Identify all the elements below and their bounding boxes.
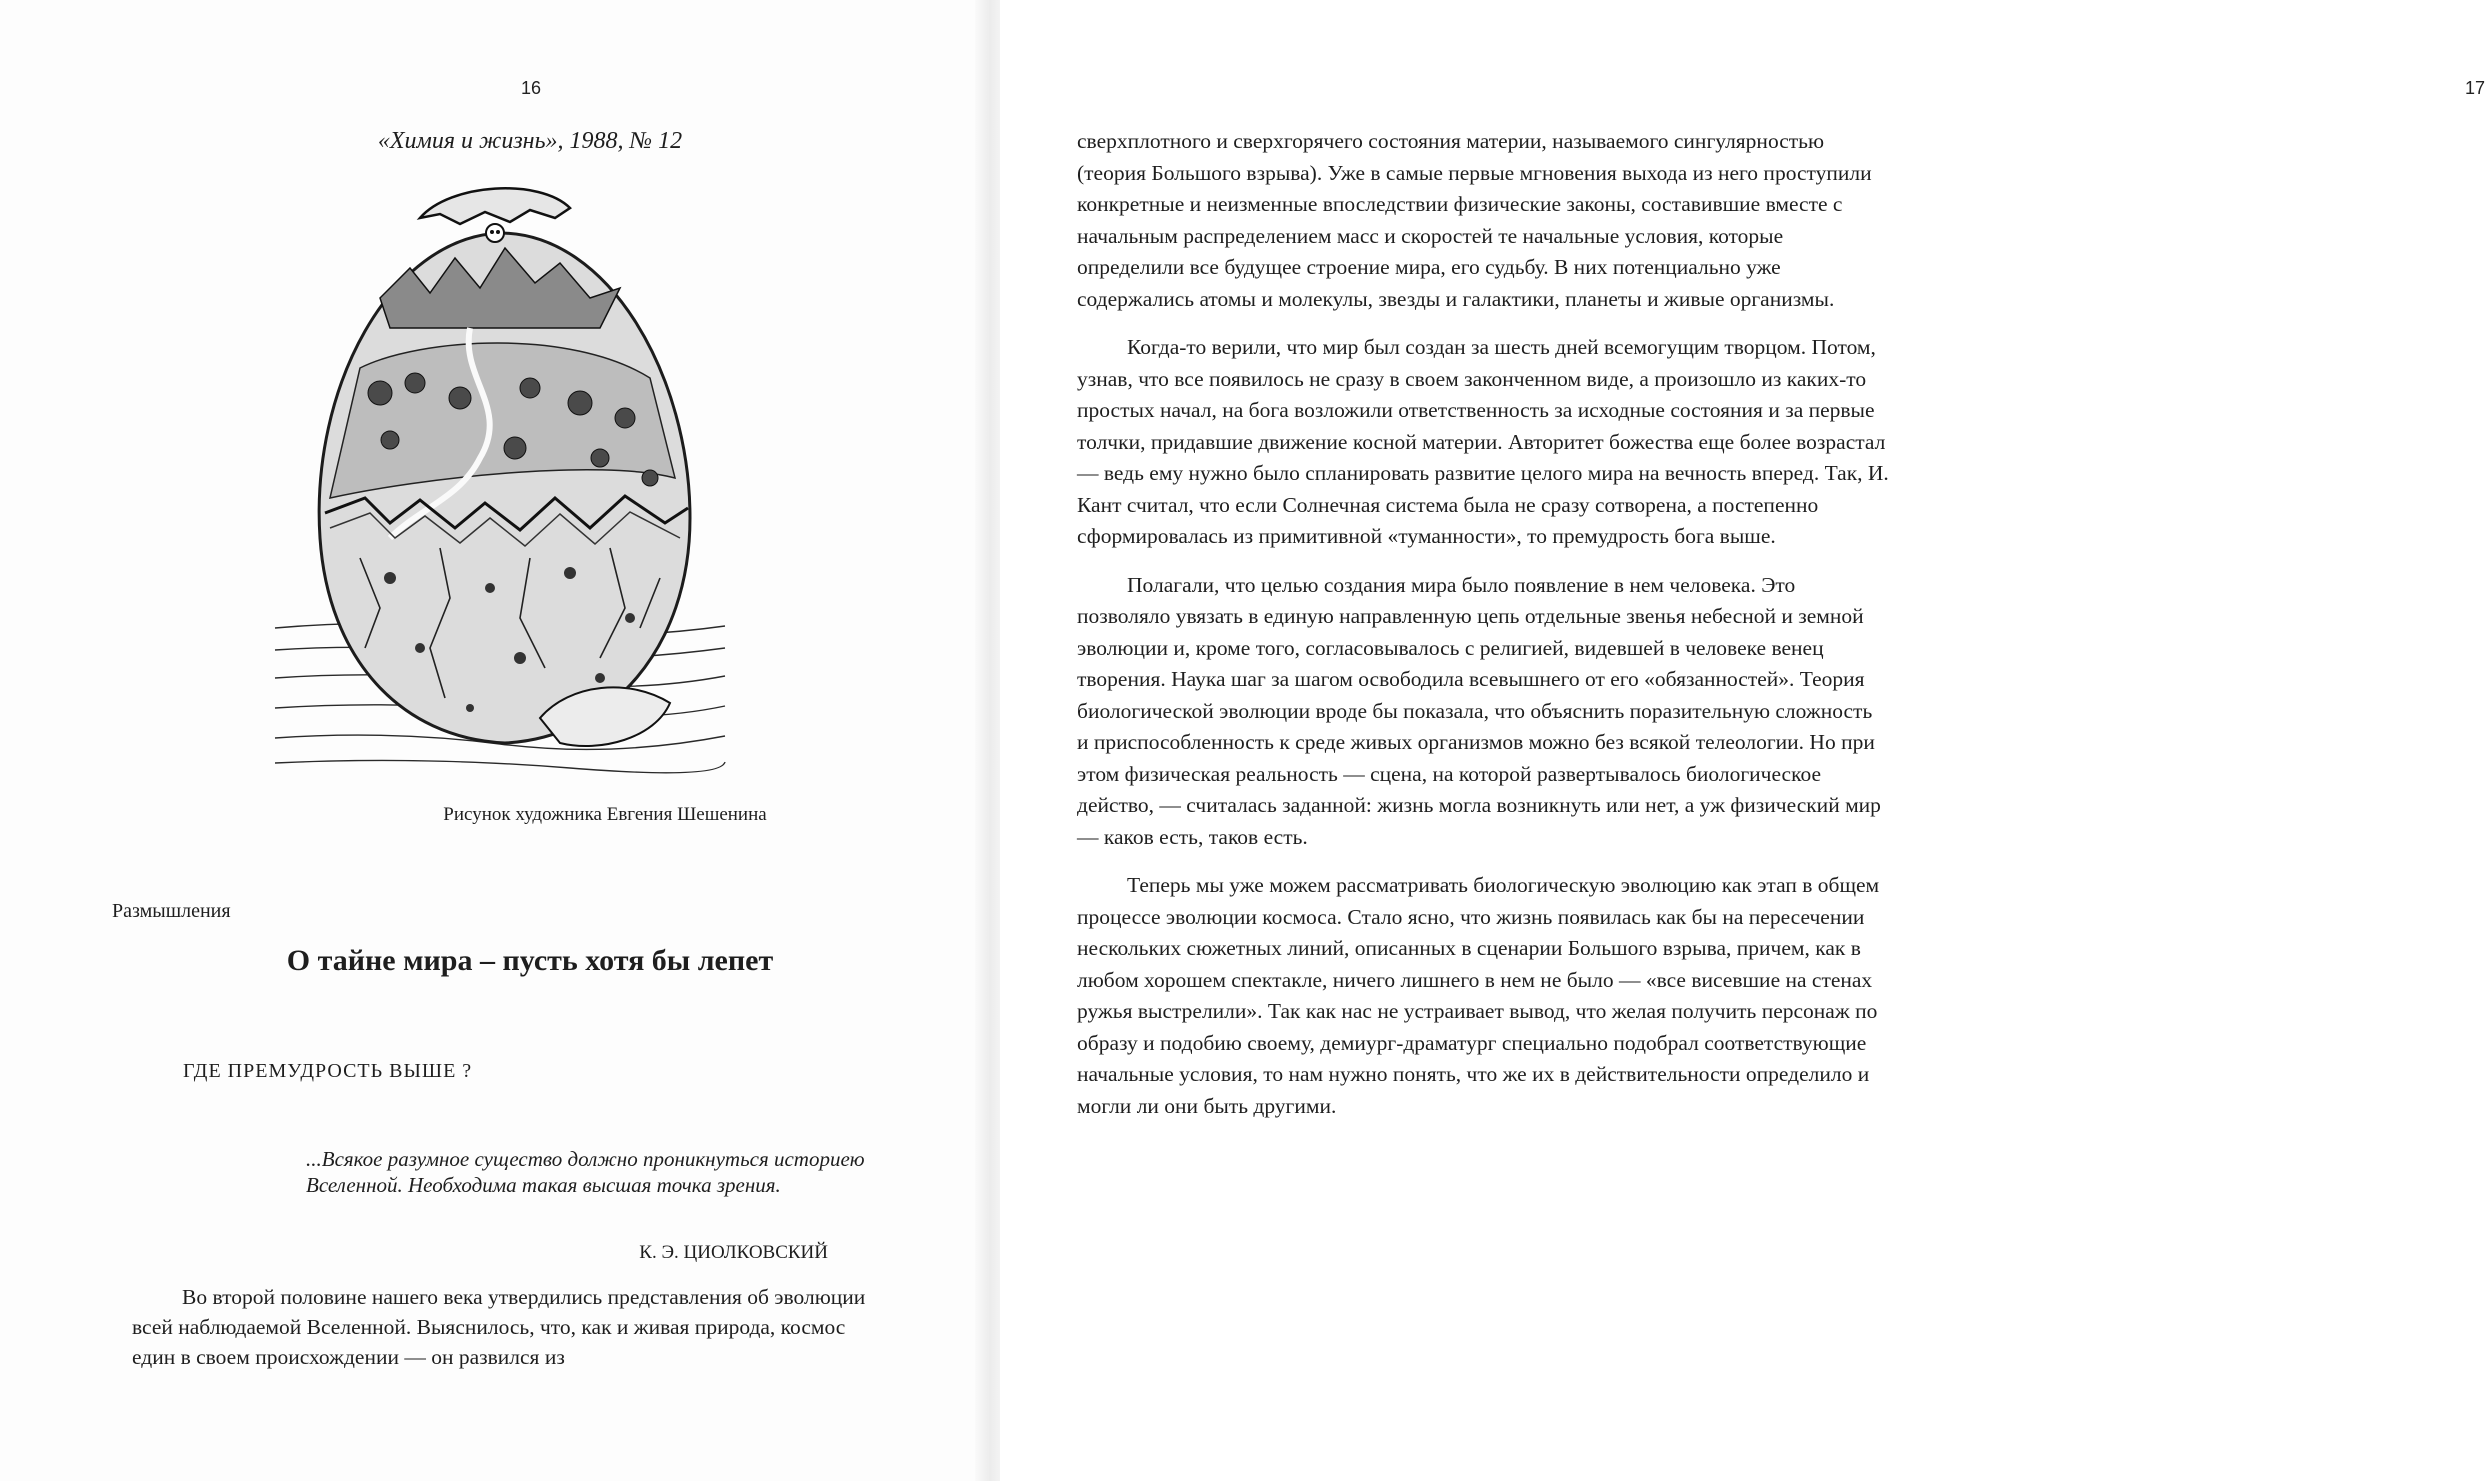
body-paragraph: Теперь мы уже можем рассматривать биологическую эволюцию как этап в общем процессе эволюции космоса. Стало ясно, что жизнь появилась как бы на пересечении нескольких сюжетных линий, описанных в сценарии Большого взрыва, причем, как в любом хорошем спектакле, ничего лишнего в нем не было — «все висевшие на стенах ружья выстрелили». Так как нас не устраивает вывод, что желая получить персонаж по образу и подобию своему, демиург-драматург специально подобрал соответствующие начальные условия, то нам нужно понять, что же их в действительности определило и могли ли они быть другими.	[1077, 873, 1880, 1118]
right-page-text	[1077, 126, 1889, 1139]
cracked-egg-illustration	[270, 178, 730, 778]
epigraph-author: К. Э. ЦИОЛКОВСКИЙ	[639, 1242, 828, 1263]
page-number-left: 16	[521, 78, 542, 98]
illustration-caption: Рисунок художника Евгения Шешенина	[443, 804, 767, 825]
body-paragraph: Когда-то верили, что мир был создан за шесть дней всемогущим творцом. Потом, узнав, что все появилось не сразу в своем законченном виде, а произошло из каких-то простых начал, на бога возложили ответственность за исходные состояния и за первые толчки, придавшие движение косной материи. Авторитет божества еще более возрастал — ведь ему нужно было спланировать развитие целого мира на вечность вперед. Так, И. Кант считал, что если Солнечная система была не сразу сотворена, а постепенно сформировалась из примитивной «туманности», то премудрость бога выше.	[1077, 335, 1889, 548]
page-number-right: 17	[2465, 78, 2485, 98]
section-subhead: ГДЕ ПРЕМУДРОСТЬ ВЫШЕ ?	[183, 1060, 473, 1082]
article-headline: О тайне мира – пусть хотя бы лепет	[286, 944, 774, 977]
body-paragraph: сверхплотного и сверхгорячего состояния материи, называемого сингулярностью (теория Большого взрыва). Уже в самые первые мгновения выхода из него проступили конкретные и неизменные впоследствии физические законы, составившие вместе с начальным распределением масс и скоростей те начальные условия, которые определили все будущее строение мира, его судьбу. В них потенциально уже содержались атомы и молекулы, звезды и галактики, планеты и живые организмы.	[1077, 129, 1872, 311]
rubric-label: Размышления	[112, 900, 231, 922]
body-paragraph: Полагали, что целью создания мира было появление в нем человека. Это позволяло увязать в единую направленную цепь отдельные звенья небесной и земной эволюции и, кроме того, согласовывалось с религией, видевшей в человеке венец творения. Наука шаг за шагом освободила всевышнего от его «обязанностей». Теория биологической эволюции вроде бы показала, что объяснить поразительную сложность и приспособленность к среде живых организмов можно без всякой телеологии. Но при этом физическая реальность — сцена, на которой развертывалось биологическое действо, — считалась заданной: жизнь могла возникнуть или нет, а уж физический мир — каков есть, таков есть.	[1077, 572, 1881, 849]
body-paragraph: Во второй половине нашего века утвердились представления об эволюции всей наблюдаемой Вселенной. Выяснилось, что, как и живая природа, космос един в своем происхождении — он развился из	[132, 1285, 866, 1369]
epigraph-quote: ...Всякое разумное существо должно проникнуться историею Вселенной. Необходима такая высшая точка зрения.	[306, 1147, 865, 1197]
source-citation: «Химия и жизнь», 1988, № 12	[377, 128, 683, 154]
left-page	[0, 0, 980, 1481]
